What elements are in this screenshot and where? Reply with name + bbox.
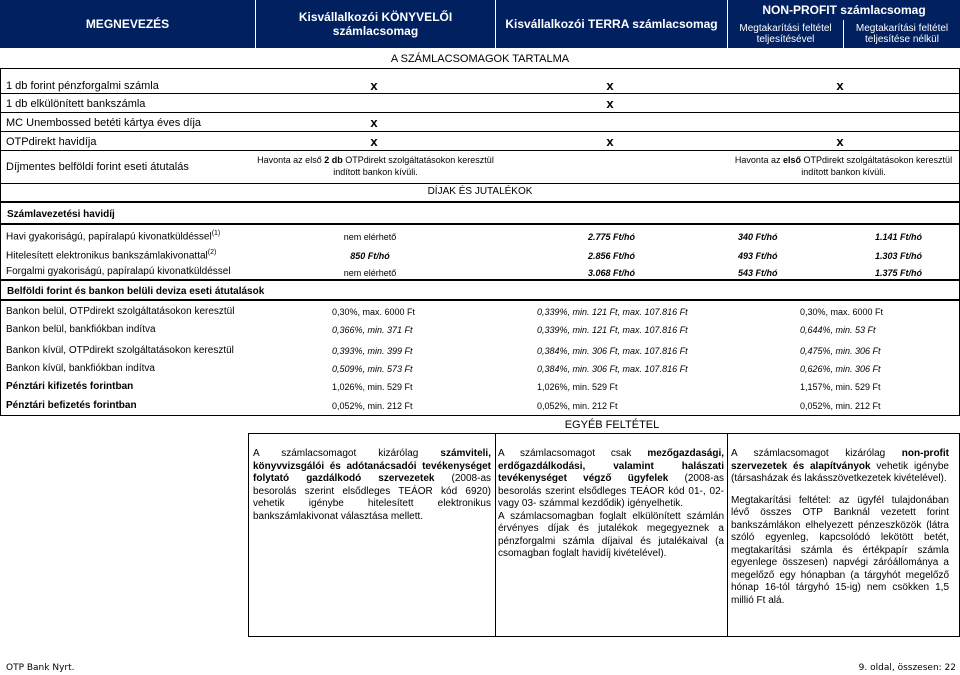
cond-nonprofit-b1: non-profit szervezetek és alapítványok (731, 448, 949, 472)
fee-value: nem elérhető (343, 268, 397, 278)
contents-mark: x (606, 134, 614, 149)
transfer-value: 0,052%, min. 212 Ft (537, 401, 618, 411)
header-konyvelo-label: Kisvállalkozói KÖNYVELŐI számlacsomag (298, 10, 453, 38)
header-megnevezes (0, 0, 255, 48)
cond-terra-p2: (2008-as besorolás szerint elsődleges TEÁOR kód 01-, 02- vagy 03- számmal kezdődik) igényelhetik. (498, 473, 724, 509)
header-np-without-label: Megtakarítási feltétel teljesítése nélkül (855, 23, 949, 45)
transfer-row-label: Bankon belül, OTPdirekt szolgáltatásokon keresztül (6, 306, 235, 317)
fee-value: 1.375 Ft/hó (875, 268, 923, 278)
section-dijak (380, 186, 580, 197)
transfer-value: 0,384%, min. 306 Ft, max. 107.816 Ft (537, 364, 688, 374)
transfer-value: 1,157%, min. 529 Ft (800, 382, 881, 392)
contents-row-label: 1 db forint pénzforgalmi számla (6, 80, 159, 92)
transfer-value: 0,339%, min. 121 Ft, max. 107.816 Ft (537, 307, 688, 317)
transfer-value: 0,626%, min. 306 Ft (800, 364, 881, 374)
cond-nonprofit-p2: vehetik igénybe (társasházak és lakásszövetkezetek kivételével). (731, 460, 949, 484)
header-terra-label: Kisvállalkozói TERRA számlacsomag (505, 17, 718, 31)
fee-row-label (6, 249, 216, 261)
contents-mark: x (370, 78, 378, 93)
section-tartalma (255, 53, 705, 67)
condition-terra (498, 448, 724, 561)
header-terra (495, 0, 727, 48)
transfer-value: 0,644%, min. 53 Ft (800, 325, 876, 335)
contents-mark: x (606, 96, 614, 111)
contents-mark: x (836, 78, 844, 93)
transfer-value: 0,30%, max. 6000 Ft (800, 307, 884, 317)
header-np-with (727, 20, 843, 48)
fee-value: 340 Ft/hó (738, 232, 778, 242)
transfers-table (0, 300, 960, 416)
section-dijak-label: DÍJAK ÉS JUTALÉKOK (427, 186, 533, 197)
section-egyeb-label: EGYÉB FELTÉTEL (564, 419, 660, 431)
transfer-konyvelo-pre: Havonta az első (257, 155, 322, 165)
fee-value: 1.141 Ft/hó (875, 232, 923, 242)
fee-row-label (6, 230, 220, 242)
fee-value: nem elérhető (343, 232, 397, 242)
deviza-title-band (0, 280, 960, 300)
cond-konyvelo-p2: (2008-as besorolás szerint elsődleges TEÁOR kód 6920) vehetik igénybe hitelesített elektronikus bankszámlakivonat választása mellett. (253, 473, 491, 522)
fee-value: 543 Ft/hó (738, 268, 778, 278)
transfer-row-label: Bankon belül, bankfiókban indítva (6, 324, 156, 335)
fee-sup: (1) (211, 230, 221, 237)
fee-row-label (6, 266, 231, 277)
contents-row-label: 1 db elkülönített bankszámla (6, 98, 146, 110)
cond-nonprofit-p3: Megtakarítási feltétel: az ügyfél tulajdonában lévő összes OTP Banknál vezetett forint bankszámlákon elhelyezett pénzeszközök (látra szóló egyenleg, kapcsolódó lekötött betét, megtakarítási számla és értékpapír számla egyenlege összesen) napvégi záróállománya a megelőző egy hónapban (a tárgyhót megelőző hónap 16-tól tárgyhó 15-ig) nem csökken 1,5 millió Ft alá. (731, 494, 949, 606)
fee-value: 3.068 Ft/hó (588, 268, 636, 278)
header-nonprofit-label: NON-PROFIT számlacsomag (762, 3, 926, 17)
cond-terra-b1: mezőgazdasági, erdőgazdálkodási, valamint halászati tevékenységet végző ügyfelek (498, 448, 725, 484)
cond-nonprofit-p1: A számlacsomagot kizárólag (731, 448, 886, 459)
transfer-row-label: Pénztári kifizetés forintban (6, 381, 134, 392)
transfer-value: 1,026%, min. 529 Ft (537, 382, 618, 392)
transfer-konyvelo (248, 154, 503, 178)
condition-nonprofit (731, 448, 949, 607)
transfer-value: 1,026%, min. 529 Ft (332, 382, 413, 392)
fee-value: 2.856 Ft/hó (588, 251, 636, 261)
transfer-value: 0,30%, max. 6000 Ft (332, 307, 416, 317)
transfer-nonprofit-pre: Havonta az (734, 155, 781, 165)
contents-row-label: OTPdirekt havidíja (6, 136, 97, 148)
transfer-konyvelo-post: OTPdirekt szolgáltatásokon keresztül indított bankon kívüli. (333, 155, 494, 177)
cond-terra-p1: A számlacsomagot csak (498, 448, 632, 459)
transfer-row-label: Bankon kívül, OTPdirekt szolgáltatásokon keresztül (6, 345, 234, 356)
contents-row-label: MC Unembossed betéti kártya éves díja (6, 117, 202, 129)
transfer-value: 0,052%, min. 212 Ft (332, 401, 413, 411)
transfer-label: Díjmentes belföldi forint eseti átutalás (6, 161, 189, 173)
section-egyeb (497, 419, 727, 431)
transfer-value: 0,339%, min. 121 Ft, max. 107.816 Ft (537, 325, 688, 335)
fee-sup: (2) (207, 249, 217, 256)
transfer-value: 0,475%, min. 306 Ft (800, 346, 881, 356)
fee-value: 493 Ft/hó (738, 251, 778, 261)
transfer-value: 0,366%, min. 371 Ft (332, 325, 413, 335)
transfer-value: 0,509%, min. 573 Ft (332, 364, 413, 374)
fee-label: Hitelesített elektronikus bankszámlakivonattal (6, 250, 208, 262)
contents-mark: x (370, 115, 378, 130)
header-np-with-label: Megtakarítási feltétel teljesítésével (739, 23, 832, 45)
footer-right: 9. oldal, összesen: 22 (858, 663, 956, 673)
fee-value: 2.775 Ft/hó (588, 232, 636, 242)
contents-mark: x (370, 134, 378, 149)
transfer-value: 0,393%, min. 399 Ft (332, 346, 413, 356)
transfer-nonprofit-bold: első (782, 155, 801, 165)
fee-value: 850 Ft/hó (350, 251, 390, 261)
header-nonprofit (727, 0, 960, 20)
header-megnevezes-label: MEGNEVEZÉS (85, 17, 170, 31)
condition-konyvelo (253, 448, 491, 523)
transfer-value: 0,384%, min. 306 Ft, max. 107.816 Ft (537, 346, 688, 356)
section-tartalma-label: A SZÁMLACSOMAGOK TARTALMA (390, 53, 570, 65)
header-np-without (843, 20, 960, 48)
cond-konyvelo-b1: számviteli, könyvvizsgálói és adótanácsadói tevékenységet folytató gazdálkodó szervezetek (253, 448, 491, 484)
cond-terra-p3: A számlacsomagban foglalt elkülönített számlán érvényes díjak és jutalékok megegyeznek a pénzforgalmi számla díjaival és jutalékaival (a csomagban foglalt havidíj kivételével). (498, 510, 724, 559)
transfer-konyvelo-bold: 2 db (324, 155, 343, 165)
fee-label: Havi gyakoriságú, papíralapú kivonatküldéssel (6, 231, 212, 243)
contents-mark: x (836, 134, 844, 149)
fees-title-band (0, 202, 960, 224)
fee-value: 1.303 Ft/hó (875, 251, 923, 261)
footer-left: OTP Bank Nyrt. (6, 663, 75, 673)
transfer-row-label: Pénztári befizetés forintban (6, 400, 137, 411)
transfer-row-label: Bankon kívül, bankfiókban indítva (6, 363, 155, 374)
transfer-value: 0,052%, min. 212 Ft (800, 401, 881, 411)
fee-label: Forgalmi gyakoriságú, papíralapú kivonatküldéssel (6, 266, 231, 277)
contents-mark: x (606, 78, 614, 93)
fees-title: Számlavezetési havidíj (7, 209, 115, 220)
header-konyvelo (255, 0, 495, 48)
deviza-title: Belföldi forint és bankon belüli deviza eseti átutalások (7, 286, 265, 297)
transfer-nonprofit-post: OTPdirekt szolgáltatásokon keresztül indított bankon kívüli. (801, 155, 953, 177)
cond-konyvelo-p1: A számlacsomagot kizárólag (253, 448, 419, 459)
transfer-nonprofit (727, 154, 960, 178)
